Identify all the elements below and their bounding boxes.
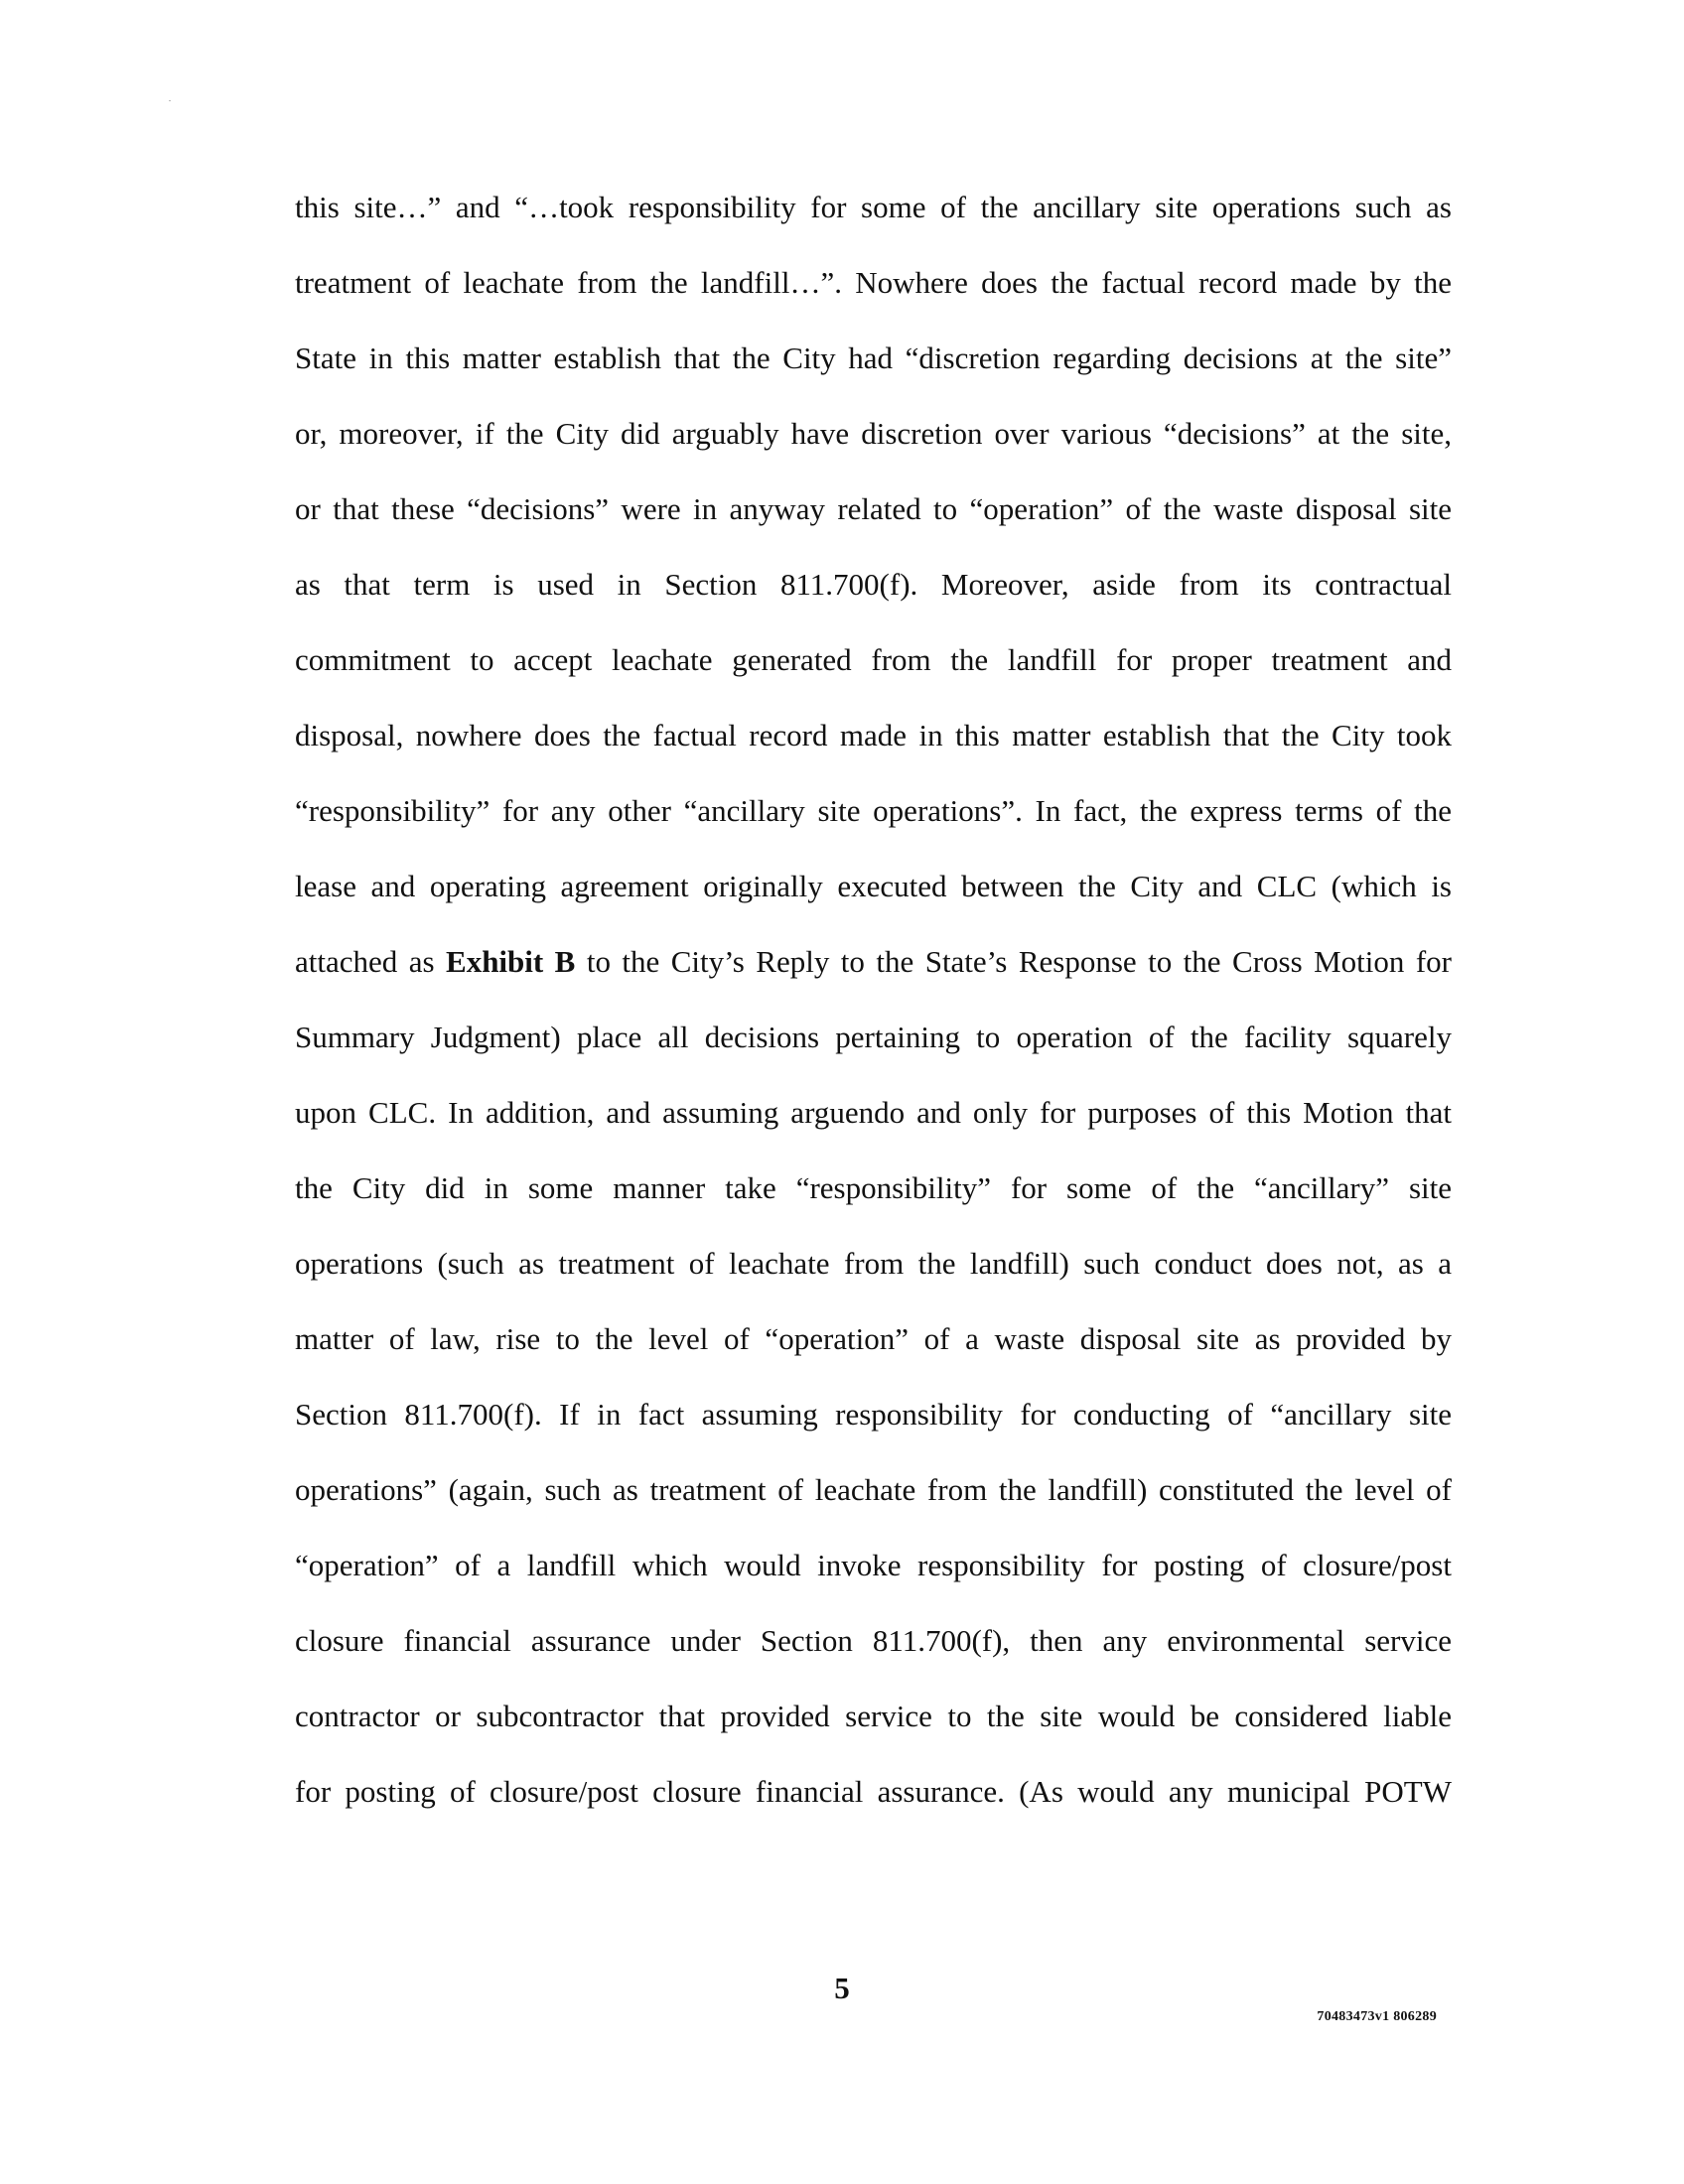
text-line: as that term is used in Section 811.700(f). Moreover, aside from its contractual [295, 567, 1452, 602]
text-line: “operation” of a landfill which would invoke responsibility for posting of closure/post [295, 1548, 1452, 1582]
text-line: treatment of leachate from the landfill…”. Nowhere does the factual record made by the [295, 265, 1452, 300]
text-line: Section 811.700(f). If in fact assuming responsibility for conducting of “ancillary site [295, 1397, 1452, 1432]
text-line: this site…” and “…took responsibility for some of the ancillary site operations such as [295, 190, 1452, 224]
text-line: operations (such as treatment of leachate from the landfill) such conduct does not, as a [295, 1246, 1452, 1281]
text-line: matter of law, rise to the level of “operation” of a waste disposal site as provided by [295, 1321, 1452, 1356]
page-number: 5 [834, 1971, 850, 2005]
text-line: the City did in some manner take “responsibility” for some of the “ancillary” site [295, 1170, 1452, 1205]
text-line: State in this matter establish that the City had “discretion regarding decisions at the site” [295, 341, 1452, 375]
text-line: commitment to accept leachate generated from the landfill for proper treatment and [295, 642, 1452, 677]
text-line: “responsibility” for any other “ancillary site operations”. In fact, the express terms of the [295, 793, 1452, 828]
text-line: or, moreover, if the City did arguably have discretion over various “decisions” at the site, [295, 416, 1452, 451]
text-run: attached as [295, 944, 447, 979]
text-line: or that these “decisions” were in anyway related to “operation” of the waste disposal site [295, 491, 1452, 526]
scan-speck [169, 100, 171, 101]
text-run: to the City’s Reply to the State’s Response to the Cross Motion for [575, 944, 1452, 979]
text-line: for posting of closure/post closure financial assurance. (As would any municipal POTW [295, 1774, 1452, 1809]
text-line: upon CLC. In addition, and assuming arguendo and only for purposes of this Motion that [295, 1095, 1452, 1130]
body-text [295, 170, 1452, 1830]
exhibit-b-reference: Exhibit B [446, 944, 576, 979]
text-line-exhibit-reference [295, 924, 1452, 1000]
text-line: Summary Judgment) place all decisions pertaining to operation of the facility squarely [295, 1020, 1452, 1054]
text-line: operations” (again, such as treatment of leachate from the landfill) constituted the level of [295, 1472, 1452, 1507]
text-line: disposal, nowhere does the factual record made in this matter establish that the City took [295, 718, 1452, 752]
text-line: closure financial assurance under Section 811.700(f), then any environmental service [295, 1623, 1452, 1658]
text-line: lease and operating agreement originally executed between the City and CLC (which is [295, 869, 1452, 903]
text-line: contractor or subcontractor that provided service to the site would be considered liable [295, 1699, 1452, 1733]
document-id: 70483473v1 806289 [1317, 2009, 1437, 2024]
